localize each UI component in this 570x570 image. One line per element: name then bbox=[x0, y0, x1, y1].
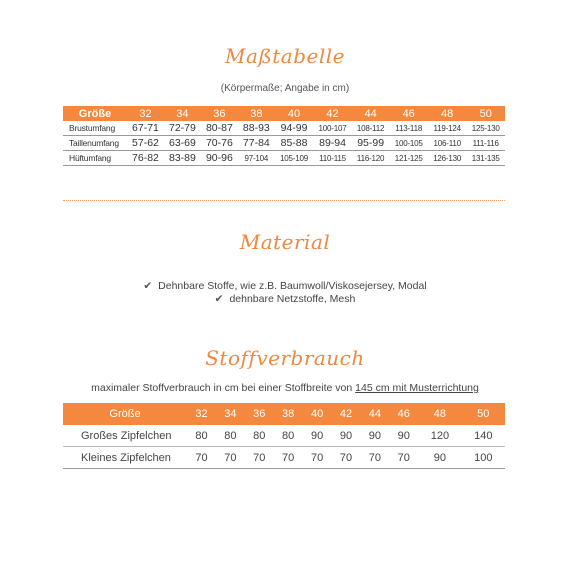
table-cell: 80-87 bbox=[201, 121, 238, 136]
table-cell: 105-109 bbox=[275, 151, 313, 166]
row-label: Hüftumfang bbox=[63, 151, 127, 166]
table-cell: 70 bbox=[274, 447, 303, 469]
table-cell: 106-110 bbox=[428, 136, 466, 151]
table-cell: 57-62 bbox=[127, 136, 164, 151]
table-row bbox=[63, 151, 505, 166]
table-cell: 100-107 bbox=[313, 121, 351, 136]
fabric-table bbox=[63, 403, 505, 469]
table-cell: 131-135 bbox=[466, 151, 505, 166]
table-cell: 80 bbox=[245, 425, 274, 447]
checkmark-icon: ✔ bbox=[143, 280, 153, 292]
table-cell: 121-125 bbox=[389, 151, 427, 166]
table-cell: 94-99 bbox=[275, 121, 313, 136]
header-cell: 42 bbox=[332, 403, 361, 425]
table-cell: 85-88 bbox=[275, 136, 313, 151]
dotted-divider bbox=[63, 200, 505, 201]
table-cell: 95-99 bbox=[352, 136, 390, 151]
table-cell: 90 bbox=[418, 447, 461, 469]
header-cell: Größe bbox=[63, 403, 187, 425]
table-cell: 70 bbox=[332, 447, 361, 469]
table-cell: 70 bbox=[360, 447, 389, 469]
row-label: Großes Zipfelchen bbox=[63, 425, 187, 447]
table-cell: 126-130 bbox=[428, 151, 466, 166]
table-cell: 63-69 bbox=[164, 136, 201, 151]
table-cell: 72-79 bbox=[164, 121, 201, 136]
header-cell: 40 bbox=[303, 403, 332, 425]
header-cell: 32 bbox=[187, 403, 216, 425]
size-chart-subtitle: (Körpermaße; Angabe in cm) bbox=[220, 83, 350, 94]
header-cell: Größe bbox=[63, 106, 127, 121]
header-cell: 36 bbox=[201, 106, 238, 121]
fabric-usage-title: Stoffverbrauch bbox=[205, 346, 365, 370]
list-item-text: Dehnbare Stoffe, wie z.B. Baumwoll/Viskosejersey, Modal bbox=[158, 280, 427, 292]
table-cell: 119-124 bbox=[428, 121, 466, 136]
table-cell: 90 bbox=[303, 425, 332, 447]
table-row bbox=[63, 136, 505, 151]
fabric-table-header bbox=[63, 403, 505, 425]
table-cell: 89-94 bbox=[313, 136, 351, 151]
row-label: Taillenumfang bbox=[63, 136, 127, 151]
table-cell: 90-96 bbox=[201, 151, 238, 166]
table-cell: 125-130 bbox=[466, 121, 505, 136]
table-cell: 140 bbox=[462, 425, 505, 447]
list-item bbox=[0, 280, 570, 293]
table-cell: 80 bbox=[187, 425, 216, 447]
table-cell: 116-120 bbox=[352, 151, 390, 166]
list-item bbox=[0, 293, 570, 306]
header-cell: 44 bbox=[352, 106, 390, 121]
table-cell: 113-118 bbox=[389, 121, 427, 136]
table-row bbox=[63, 447, 505, 469]
note-text: maximaler Stoffverbrauch in cm bei einer Stoffbreite von bbox=[91, 382, 356, 394]
table-cell: 111-116 bbox=[466, 136, 505, 151]
table-cell: 70 bbox=[303, 447, 332, 469]
table-cell: 100-105 bbox=[389, 136, 427, 151]
table-cell: 77-84 bbox=[238, 136, 275, 151]
header-cell: 46 bbox=[389, 106, 427, 121]
header-cell: 40 bbox=[275, 106, 313, 121]
header-cell: 50 bbox=[466, 106, 505, 121]
table-cell: 76-82 bbox=[127, 151, 164, 166]
table-row bbox=[63, 121, 505, 136]
table-cell: 100 bbox=[462, 447, 505, 469]
header-cell: 36 bbox=[245, 403, 274, 425]
table-cell: 110-115 bbox=[313, 151, 351, 166]
table-cell: 70-76 bbox=[201, 136, 238, 151]
size-chart-title: Maßtabelle bbox=[225, 44, 345, 68]
size-table bbox=[63, 106, 505, 166]
header-cell: 50 bbox=[462, 403, 505, 425]
row-label: Kleines Zipfelchen bbox=[63, 447, 187, 469]
header-cell: 48 bbox=[428, 106, 466, 121]
note-underlined-text: 145 cm mit Musterrichtung bbox=[355, 382, 479, 394]
row-label: Brustumfang bbox=[63, 121, 127, 136]
table-cell: 97-104 bbox=[238, 151, 275, 166]
table-cell: 70 bbox=[389, 447, 418, 469]
table-cell: 67-71 bbox=[127, 121, 164, 136]
material-list bbox=[0, 280, 570, 306]
checkmark-icon: ✔ bbox=[214, 293, 224, 305]
header-cell: 44 bbox=[360, 403, 389, 425]
fabric-usage-note bbox=[0, 382, 570, 394]
table-cell: 120 bbox=[418, 425, 461, 447]
header-cell: 34 bbox=[164, 106, 201, 121]
table-row bbox=[63, 425, 505, 447]
material-title: Material bbox=[239, 230, 331, 254]
header-cell: 32 bbox=[127, 106, 164, 121]
header-cell: 42 bbox=[313, 106, 351, 121]
header-cell: 34 bbox=[216, 403, 245, 425]
table-cell: 90 bbox=[332, 425, 361, 447]
table-cell: 70 bbox=[187, 447, 216, 469]
table-cell: 70 bbox=[216, 447, 245, 469]
list-item-text: dehnbare Netzstoffe, Mesh bbox=[229, 293, 356, 305]
table-cell: 88-93 bbox=[238, 121, 275, 136]
header-cell: 48 bbox=[418, 403, 461, 425]
table-cell: 80 bbox=[274, 425, 303, 447]
table-cell: 90 bbox=[360, 425, 389, 447]
table-cell: 108-112 bbox=[352, 121, 390, 136]
size-table-header bbox=[63, 106, 505, 121]
header-cell: 46 bbox=[389, 403, 418, 425]
table-cell: 83-89 bbox=[164, 151, 201, 166]
header-cell: 38 bbox=[238, 106, 275, 121]
table-cell: 80 bbox=[216, 425, 245, 447]
table-cell: 90 bbox=[389, 425, 418, 447]
header-cell: 38 bbox=[274, 403, 303, 425]
table-cell: 70 bbox=[245, 447, 274, 469]
